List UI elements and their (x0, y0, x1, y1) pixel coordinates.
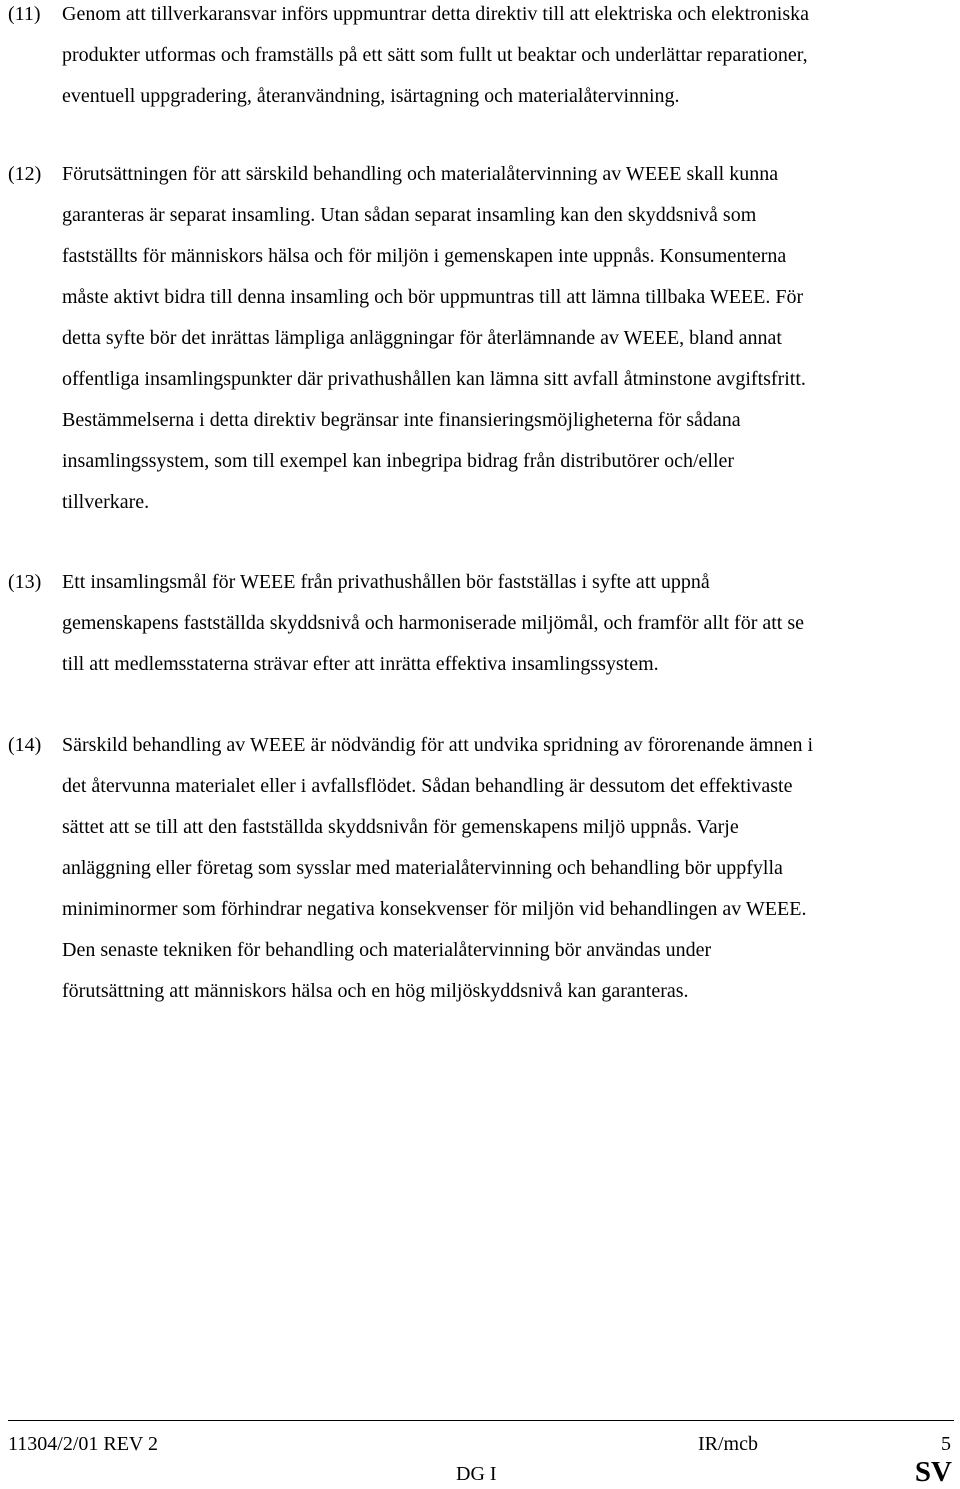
text-line: det återvunna materialet eller i avfallsflödet. Sådan behandling är dessutom det effektivaste (62, 775, 793, 797)
recital-number: (12) (8, 163, 42, 185)
footer-document-reference: 11304/2/01 REV 2 (8, 1433, 159, 1455)
text-line: anläggning eller företag som sysslar med materialåtervinning och behandling bör uppfylla (62, 857, 783, 879)
text-line: till att medlemsstaterna strävar efter att inrätta effektiva insamlingssystem. (62, 653, 659, 675)
footer-initials: IR/mcb (698, 1433, 758, 1455)
footer-page-number: 5 (941, 1433, 951, 1455)
recital-text (62, 154, 954, 523)
recital-text (62, 562, 954, 685)
recital-number: (13) (8, 571, 42, 593)
recital-number: (14) (8, 734, 42, 756)
text-line: Den senaste tekniken för behandling och materialåtervinning bör användas under (62, 939, 712, 961)
footer-language-code: SV (914, 1456, 952, 1488)
text-line: insamlingssystem, som till exempel kan inbegripa bidrag från distributörer och/eller (62, 450, 735, 472)
text-line: produkter utformas och framställs på ett sätt som fullt ut beaktar och underlättar reparationer, (62, 44, 808, 66)
text-line: garanteras är separat insamling. Utan sådan separat insamling kan den skyddsnivå som (62, 204, 757, 226)
text-line: måste aktivt bidra till denna insamling och bör uppmuntras till att lämna tillbaka WEEE. För (62, 286, 804, 308)
text-line: tillverkare. (62, 491, 150, 513)
text-line: miniminormer som förhindrar negativa konsekvenser för miljön vid behandlingen av WEEE. (62, 898, 807, 920)
text-line: Ett insamlingsmål för WEEE från privathushållen bör fastställas i syfte att uppnå (62, 571, 710, 593)
text-line: sättet att se till att den fastställda skyddsnivån för gemenskapens miljö uppnås. Varje (62, 816, 739, 838)
text-line: fastställts för människors hälsa och för miljön i gemenskapen inte uppnås. Konsumenterna (62, 245, 787, 267)
text-line: eventuell uppgradering, återanvändning, isärtagning och materialåtervinning. (62, 85, 680, 107)
recital-number: (11) (8, 3, 41, 25)
text-line: offentliga insamlingspunkter där privathushållen kan lämna sitt avfall åtminstone avgiftsfritt. (62, 368, 806, 390)
text-line: Bestämmelserna i detta direktiv begränsar inte finansieringsmöjligheterna för sådana (62, 409, 741, 431)
recital-text (62, 725, 954, 1012)
recital-text (62, 0, 954, 117)
text-line: Förutsättningen för att särskild behandling och materialåtervinning av WEEE skall kunna (62, 163, 779, 185)
text-line: gemenskapens fastställda skyddsnivå och harmoniserade miljömål, och framför allt för att se (62, 612, 805, 634)
text-line: detta syfte bör det inrättas lämpliga anläggningar för återlämnande av WEEE, bland annat (62, 327, 782, 349)
text-line: Genom att tillverkaransvar införs uppmuntrar detta direktiv till att elektriska och elektroniska (62, 3, 809, 25)
footer-directorate: DG I (456, 1463, 497, 1485)
text-line: förutsättning att människors hälsa och en hög miljöskyddsnivå kan garanteras. (62, 980, 689, 1002)
footer-divider (8, 1420, 954, 1421)
text-line: Särskild behandling av WEEE är nödvändig för att undvika spridning av förorenande ämnen i (62, 734, 814, 756)
